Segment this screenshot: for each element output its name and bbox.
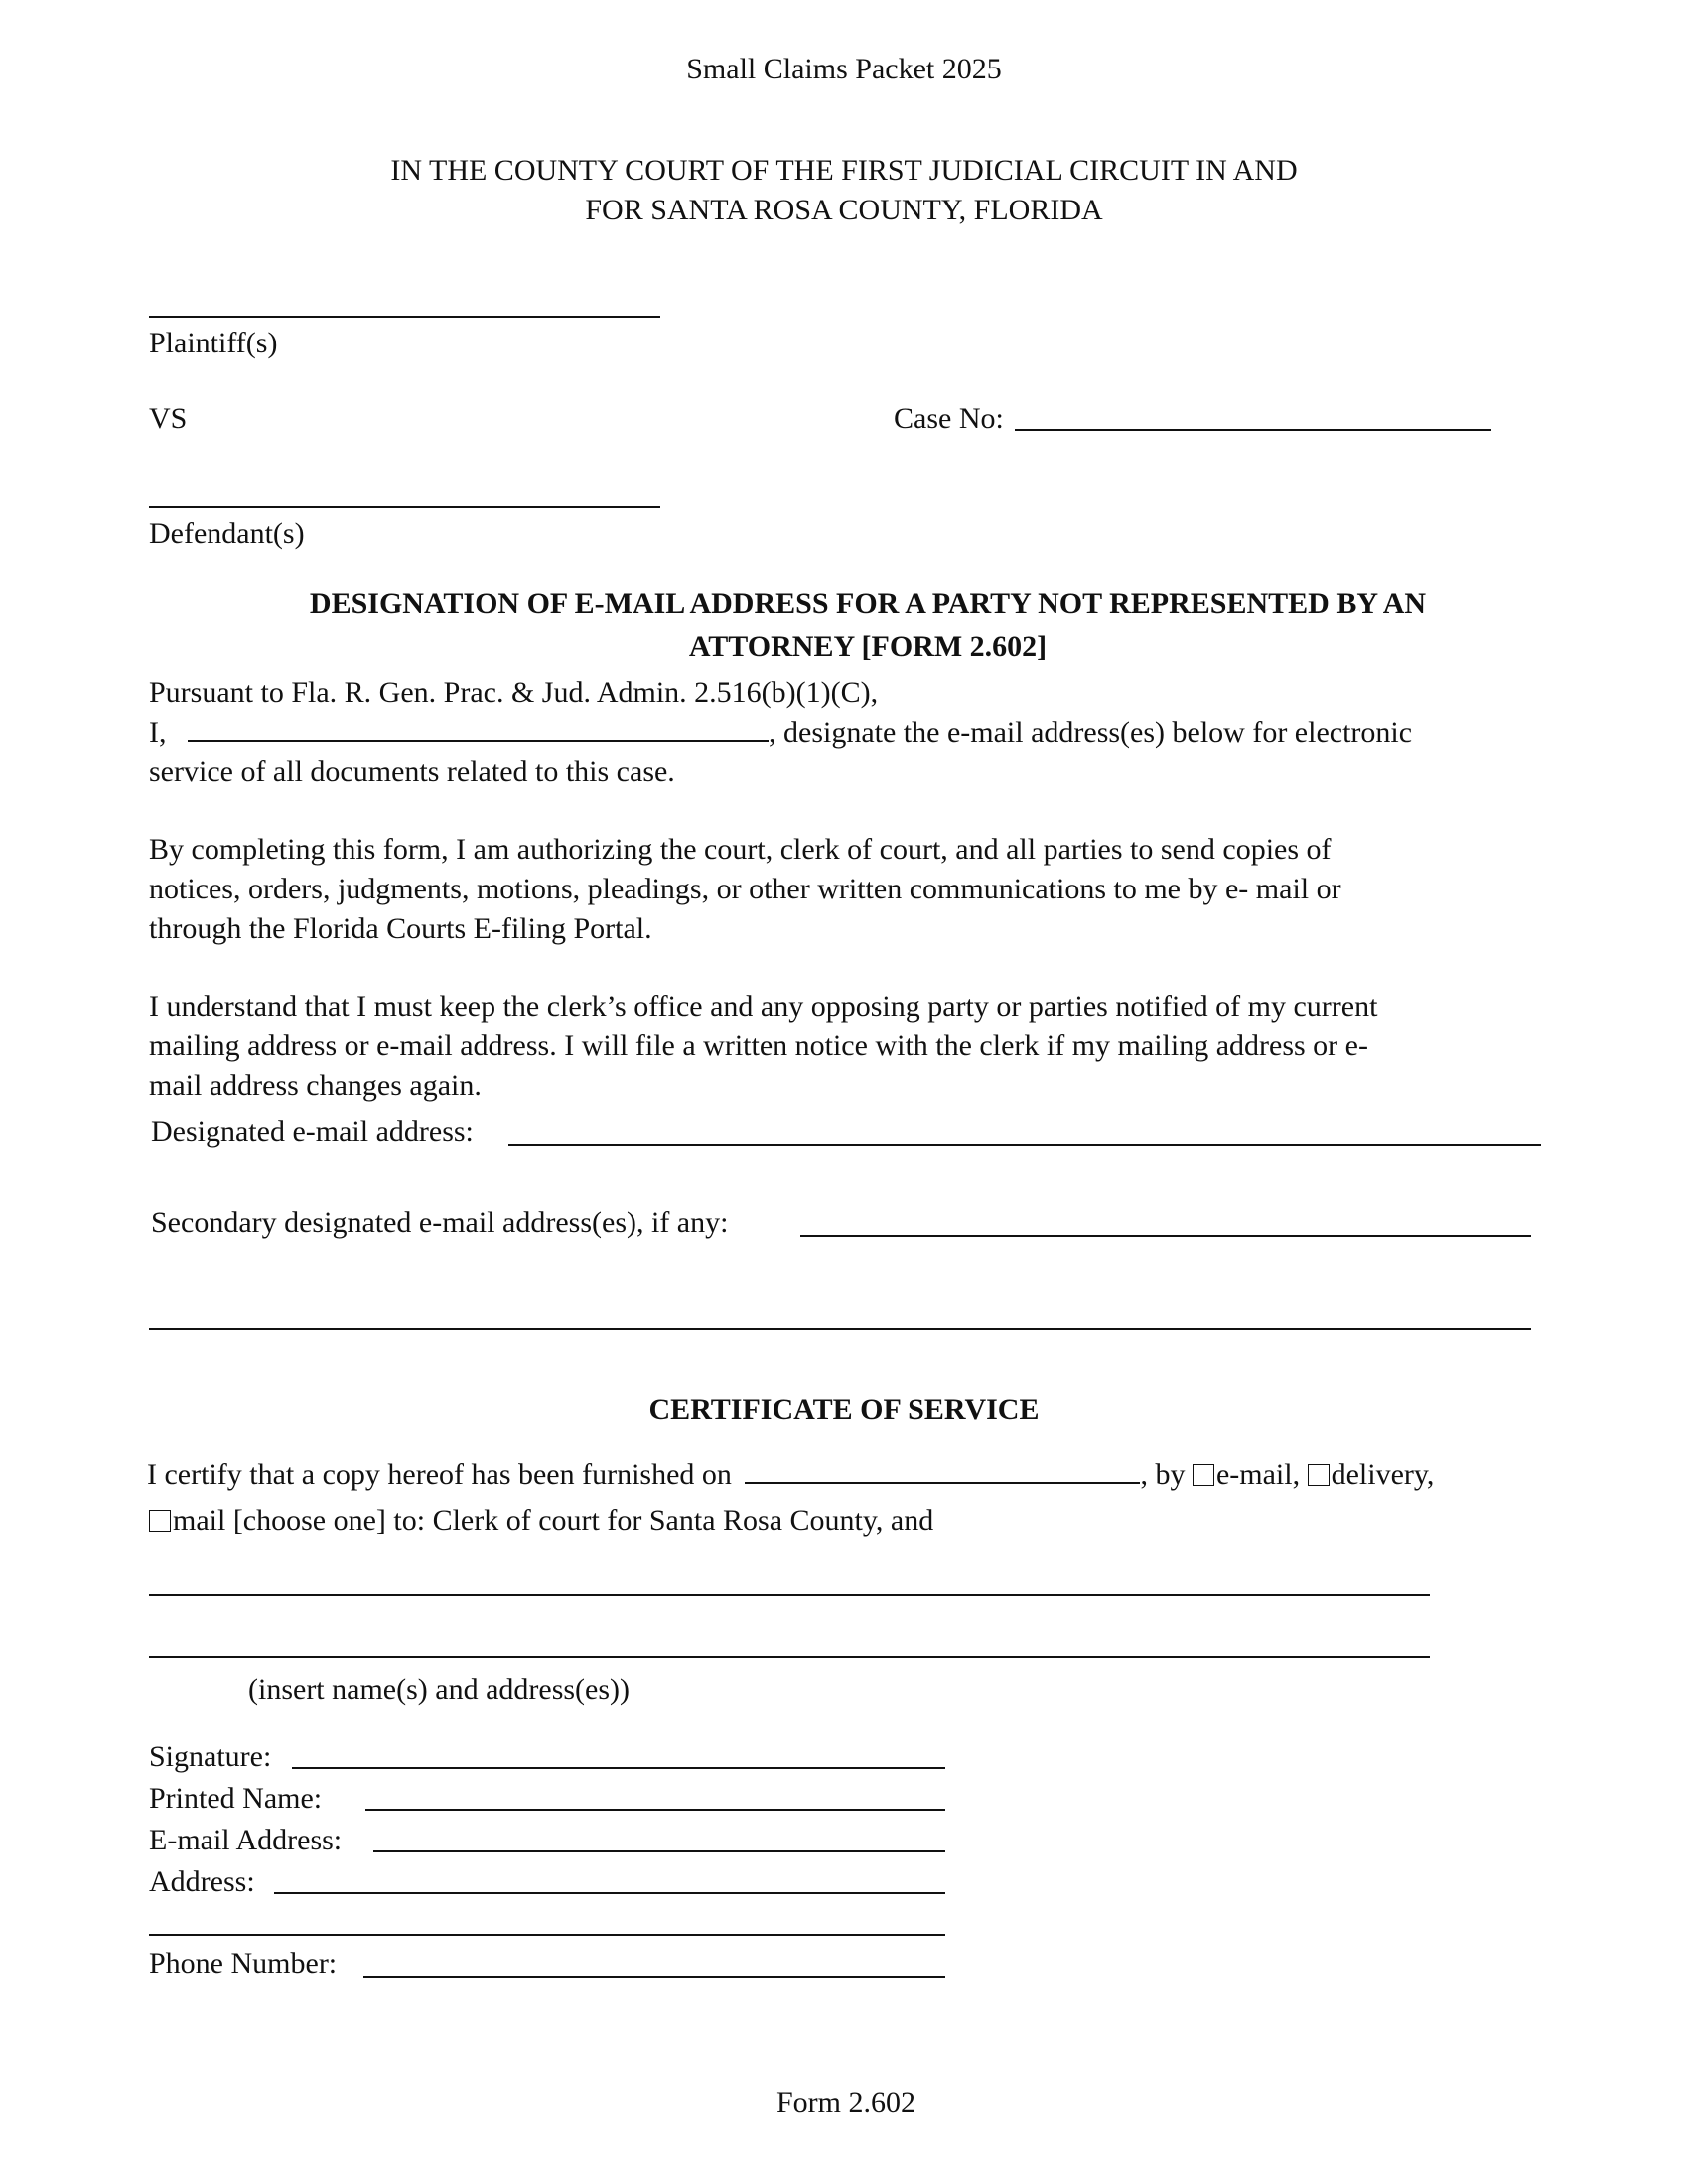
service-date-field[interactable] <box>745 1482 1140 1484</box>
designate-text: , designate the e-mail address(es) below for electronic <box>769 716 1413 749</box>
packet-title: Small Claims Packet 2025 <box>686 53 1002 85</box>
recipient-field-2[interactable] <box>149 1656 1430 1658</box>
secondary-email-label: Secondary designated e-mail address(es), if any: <box>151 1206 729 1239</box>
pursuant-text: Pursuant to Fla. R. Gen. Prac. & Jud. Admin. 2.516(b)(1)(C), <box>149 676 879 709</box>
plaintiff-field[interactable] <box>149 316 660 318</box>
i-label: I, <box>149 716 167 749</box>
designate-line <box>149 713 1412 751</box>
authorization-line-2: notices, orders, judgments, motions, pleadings, or other written communications to me by e- mail or <box>149 873 1341 905</box>
designated-email-field[interactable] <box>508 1144 1541 1146</box>
designated-email-label: Designated e-mail address: <box>151 1115 474 1148</box>
phone-field[interactable] <box>363 1976 945 1978</box>
address-label: Address: <box>149 1865 255 1898</box>
case-no-field[interactable] <box>1015 429 1491 431</box>
signature-label: Signature: <box>149 1740 272 1773</box>
by-text: , by <box>1140 1458 1186 1491</box>
option-delivery: delivery, <box>1331 1458 1435 1491</box>
printed-name-field[interactable] <box>365 1809 945 1811</box>
certificate-title: CERTIFICATE OF SERVICE <box>648 1393 1040 1426</box>
mail-checkbox[interactable] <box>149 1510 171 1532</box>
secondary-email-field[interactable] <box>800 1235 1531 1237</box>
email-checkbox[interactable] <box>1193 1464 1214 1486</box>
printed-name-label: Printed Name: <box>149 1782 323 1815</box>
recipient-field-1[interactable] <box>149 1594 1430 1596</box>
address-field-2[interactable] <box>149 1934 945 1936</box>
authorization-line-3: through the Florida Courts E-filing Portal. <box>149 912 652 945</box>
notice-line-2: mailing address or e-mail address. I will file a written notice with the clerk if my mailing address or e- <box>149 1029 1368 1062</box>
designation-title-line-2: ATTORNEY [FORM 2.602] <box>688 630 1048 663</box>
court-line-2: FOR SANTA ROSA COUNTY, FLORIDA <box>585 194 1103 226</box>
form-number: Form 2.602 <box>775 2086 915 2118</box>
party-name-field[interactable] <box>188 740 769 742</box>
option-email: e-mail, <box>1215 1458 1301 1491</box>
authorization-line-1: By completing this form, I am authorizing the court, clerk of court, and all parties to send copies of <box>149 833 1332 866</box>
designation-title-line-1: DESIGNATION OF E-MAIL ADDRESS FOR A PARTY NOT REPRESENTED BY AN <box>309 587 1427 619</box>
signer-email-label: E-mail Address: <box>149 1824 343 1856</box>
defendant-field[interactable] <box>149 506 660 508</box>
plaintiff-label: Plaintiff(s) <box>149 327 278 359</box>
secondary-email-field-2[interactable] <box>149 1328 1531 1330</box>
vs-label: VS <box>149 402 188 435</box>
delivery-checkbox[interactable] <box>1308 1464 1330 1486</box>
designate-continuation: service of all documents related to this case. <box>149 755 675 788</box>
court-line-1: IN THE COUNTY COURT OF THE FIRST JUDICIAL CIRCUIT IN AND <box>390 154 1298 187</box>
address-field[interactable] <box>274 1892 945 1894</box>
notice-line-1: I understand that I must keep the clerk’s office and any opposing party or parties notified of my current <box>149 990 1378 1023</box>
certify-text: I certify that a copy hereof has been furnished on <box>147 1458 732 1491</box>
phone-label: Phone Number: <box>149 1947 338 1979</box>
option-mail: mail [choose one] to: Clerk of court for Santa Rosa County, and <box>173 1504 934 1537</box>
case-no-label: Case No: <box>894 402 1004 435</box>
signature-field[interactable] <box>292 1767 945 1769</box>
signer-email-field[interactable] <box>373 1850 945 1852</box>
certify-line <box>147 1455 1434 1494</box>
insert-note: (insert name(s) and address(es)) <box>248 1673 631 1706</box>
defendant-label: Defendant(s) <box>149 517 305 550</box>
mail-line <box>149 1501 933 1540</box>
notice-line-3: mail address changes again. <box>149 1069 482 1102</box>
